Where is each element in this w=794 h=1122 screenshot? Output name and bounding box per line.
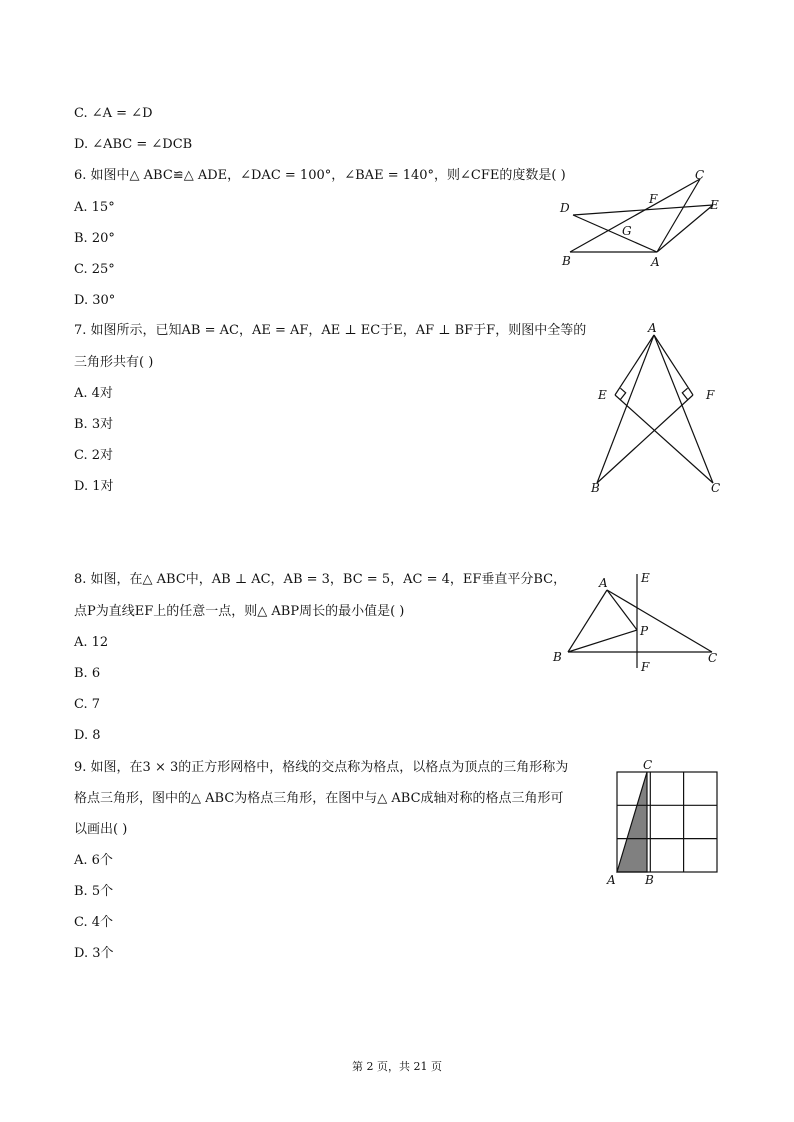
q8-label-f: F <box>641 660 650 674</box>
q9-figure <box>600 756 725 888</box>
q9-option-b: B. 5个 <box>74 884 114 899</box>
q7-option-d: D. 1对 <box>74 479 114 494</box>
q8-figure <box>550 568 725 678</box>
q9-label-a: A <box>607 873 616 887</box>
q8-label-p: P <box>640 624 649 638</box>
q8-option-c: C. 7 <box>74 697 101 712</box>
q7-option-b: B. 3对 <box>74 417 114 432</box>
q6-label-g: G <box>622 224 632 238</box>
q6-label-f: F <box>649 192 658 206</box>
q7-stem-line-2: 三角形共有( ) <box>74 355 154 370</box>
q8-label-e: E <box>641 571 650 585</box>
q7-stem-line-1: 7. 如图所示，已知AB = AC，AE = AF，AE ⊥ EC于E，AF ⊥ BF于F，则图中全等的 <box>74 323 587 338</box>
q6-label-e: E <box>710 198 719 212</box>
q5-option-c: C. ∠A = ∠D <box>74 106 153 121</box>
q7-option-c: C. 2对 <box>74 448 114 463</box>
q7-label-b: B <box>591 481 600 495</box>
q6-option-b: B. 20° <box>74 231 115 246</box>
q8-option-b: B. 6 <box>74 666 101 681</box>
q7-label-a: A <box>648 321 657 335</box>
q6-label-b: B <box>562 254 571 268</box>
q6-stem: 6. 如图中△ ABC≌△ ADE，∠DAC = 100°，∠BAE = 140°，则∠CFE的度数是( ) <box>74 168 566 183</box>
q6-option-a: A. 15° <box>74 200 115 215</box>
q7-label-e: E <box>598 388 607 402</box>
q6-option-d: D. 30° <box>74 293 116 308</box>
q9-option-c: C. 4个 <box>74 915 114 930</box>
q6-label-a: A <box>651 255 660 269</box>
q9-label-b: B <box>645 873 654 887</box>
q8-option-d: D. 8 <box>74 728 101 743</box>
q9-option-a: A. 6个 <box>74 853 113 868</box>
q6-label-c: C <box>695 168 705 182</box>
q6-label-d: D <box>560 201 570 215</box>
q8-label-b: B <box>553 650 562 664</box>
q8-stem-line-2: 点P为直线EF上的任意一点，则△ ABP周长的最小值是( ) <box>74 604 405 619</box>
q7-figure <box>585 318 725 500</box>
q8-label-a: A <box>599 576 608 590</box>
q8-option-a: A. 12 <box>74 635 109 650</box>
q8-stem-line-1: 8. 如图，在△ ABC中，AB ⊥ AC，AB = 3，BC = 5，AC = 4，EF垂直平分BC， <box>74 572 567 587</box>
page-footer: 第 2 页，共 21 页 <box>352 1060 442 1073</box>
q7-option-a: A. 4对 <box>74 386 113 401</box>
q9-stem-line-1: 9. 如图，在3 × 3的正方形网格中，格线的交点称为格点，以格点为顶点的三角形称为 <box>74 760 569 775</box>
q6-option-c: C. 25° <box>74 262 115 277</box>
q9-stem-line-3: 以画出( ) <box>74 822 128 837</box>
q9-stem-line-2: 格点三角形，图中的△ ABC为格点三角形，在图中与△ ABC成轴对称的格点三角形可 <box>74 791 564 806</box>
q7-label-f: F <box>706 388 715 402</box>
q8-label-c: C <box>708 651 718 665</box>
q7-label-c: C <box>711 481 721 495</box>
q9-option-d: D. 3个 <box>74 946 114 961</box>
q9-label-c: C <box>643 758 653 772</box>
q6-figure <box>555 165 725 275</box>
q5-option-d: D. ∠ABC = ∠DCB <box>74 137 193 152</box>
